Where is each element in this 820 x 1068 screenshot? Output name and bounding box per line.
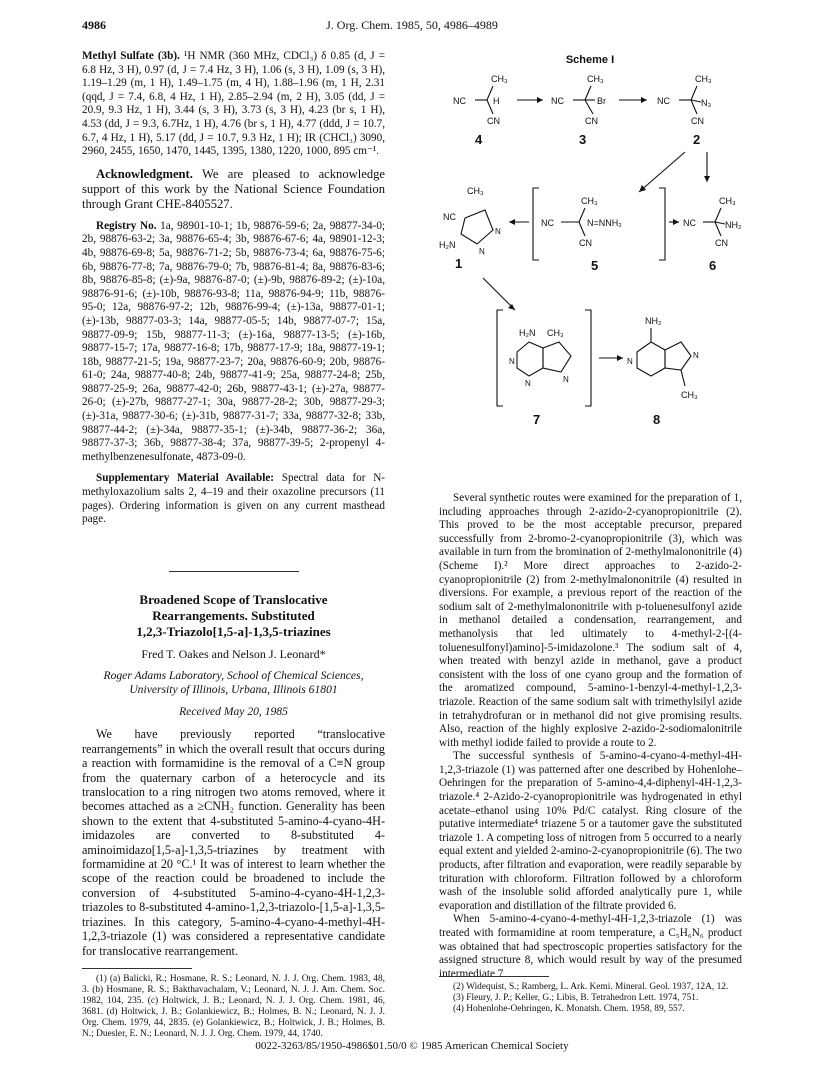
atom-n: N xyxy=(627,357,633,366)
atom-h2n: H₂N xyxy=(519,328,536,338)
atom-ch3: CH₃ xyxy=(581,196,598,206)
atom-ch3: CH₃ xyxy=(695,74,712,84)
atom-n3: N₃ xyxy=(701,98,712,108)
right-footnotes xyxy=(439,976,742,1015)
affiliation-line-2: University of Illinois, Urbana, Illinois 61801 xyxy=(129,683,338,697)
atom-n: N xyxy=(525,379,531,388)
nmr-text: ¹H NMR (360 MHz, CDCl₃) δ 0.85 (d, J = 6.8 Hz, 3 H), 0.97 (d, J = 7.4 Hz, 3 H), 1.06 (s, 3 H), 1.09 (s, 3 H), 1.19–1.29 (m, 1 H), 1.49–1.75 (m, 4 H), 1.88–1.96 (m, 1 H, 2.31 (qqd, J = 7.4, 6.8, 4 Hz, 1 H), 2.85–2.94 (m, 2 H), 3.05 (dd, J = 20.9, 9.3 Hz, 1 H), 3.44 (s, 3 H), 3.73 (s, 3 H), 4.23 (br s, 1 H), 4.53 (dd, J = 9.3, 6.7Hz, 1 H), 4.76 (br s, 1 H), 4.77 (ddd, J = 10.7, 6.7, 4 Hz, 1 H), 5.17 (dd, J = 10.7, 9.3 Hz, 1 H); IR (CHCl₃) 3090, 2960, 2455, 1650, 1470, 1445, 1395, 1380, 1220, 1000, 895 cm⁻¹. xyxy=(82,50,385,158)
page-number: 4986 xyxy=(82,18,106,32)
footnote-4: (4) Hohenlohe-Oehringen, K. Monatsh. Chem. 1958, 89, 557. xyxy=(453,1004,685,1014)
acknowledgment-paragraph xyxy=(82,167,385,212)
scheme-svg xyxy=(439,52,742,488)
supplementary-heading: Supplementary Material Available: xyxy=(96,472,275,485)
atom-ch3: CH₃ xyxy=(491,74,508,84)
registry-text: 1a, 98901-10-1; 1b, 98876-59-6; 2a, 98877-34-0; 2b, 98876-63-2; 3a, 98876-65-4; 3b, 98876-67-6; 4a, 98901-12-3; 4b, 98876-69-8; 5a, 98876-71-2; 5b, 98876-73-4; 6a, 98876-75-6; 6b, 98876-77-8; 7a, 98876-79-0; 7b, 98876-81-4; 8a, 98876-83-6; 8b, 98876-85-8; (±)-9a, 98876-87-0; (±)-9b, 98876-89-2; (±)-10a, 98876-91-6; (±)-10b, 98876-93-8; 11a, 98876-94-9; 11b, 98876-95-0; 12a, 98876-97-2; 12b, 98876-99-4; (±)-13a, 98877-01-1; (±)-13b, 98877-03-3; 14a, 98877-05-5; 14b, 98877-07-7; 15a, 98877-09-9; 15b, 98877-11-3; (±)-16a, 98877-13-5; (±)-16b, 98877-15-7; 17a, 98877-16-8; 17b, 98877-17-9; 18a, 98877-19-1; 18b, 98877-21-5; 19a, 98877-23-7; 20a, 98876-60-9; 20b, 98876-61-0; 24a, 98877-40-8; 24b, 98877-41-9; 25a, 98877-24-8; 25b, 98877-25-9; 26a, 98877-42-0; 26b, 98877-43-1; (±)-27a, 98877-26-0; (±)-27b, 98877-27-1; 30a, 98877-28-2; 30b, 98877-29-3; (±)-31a, 98877-30-6; (±)-31b, 98877-31-7; 33a, 98877-32-8; 33b, 98877-44-2; (±)-34a, 98877-35-1; (±)-34b, 98877-36-2; 36a, 98877-37-3; 36b, 98877-38-4; 37a, 98877-39-5; 2-propenyl 4-methylbenzenesulfonate, 4873-09-0. xyxy=(82,219,386,463)
atom-nh2: NH₂ xyxy=(725,220,742,230)
compound-label-7: 7 xyxy=(533,412,541,427)
compound-7 xyxy=(497,310,591,427)
paragraph-2: The successful synthesis of 5-amino-4-cyano-4-methyl-4H-1,2,3-triazole (1) was patterned after one described by Hohenlohe–Oehringen for the preparation of 5-amino-4,4-diphenyl-4H-1,2,3-triazole.⁴ 2-Azido-2-cyanopropionitrile was hydrogenated in ethyl acetate–ethanol using 10% Pd/C catalyst. Ring closure of the putative intermediate⁴ triazene 5 or a tautomer gave the substituted triazole 1. A competing loss of nitrogen from 5 occurred to a nearly equal extent and yielded 2-amino-2-cyanopropionitrile (6). The two products, after filtration and evaporation, were readily separable by trituration with chloroform. Filtration followed by a chloroform wash of the insoluble solid afforded analytically pure 1, while evaporation and distillation of the filtrate provided 6. xyxy=(439,750,743,912)
atom-n: N xyxy=(509,357,515,366)
compound-1 xyxy=(439,186,501,271)
reaction-arrow xyxy=(639,152,685,192)
atom-cn: CN xyxy=(715,238,728,248)
paragraph-3: When 5-amino-4-cyano-4-methyl-4H-1,2,3-triazole (1) was treated with formamidine at room temperature, a C₅H₆N₆ product was obtained that had spectroscopic properties satisfactory for the assigned structure 8, which would result by way of the presumed intermediate 7 xyxy=(439,913,742,980)
atom-ch3: CH₃ xyxy=(681,390,698,400)
acknowledgment-text: We are pleased to acknowledge support of this work by the National Science Foundation through Grant CHE-8405527. xyxy=(82,166,386,211)
left-column xyxy=(82,50,385,1040)
compound-3 xyxy=(551,74,606,147)
atom-nc: NC xyxy=(551,96,564,106)
atom-h: H xyxy=(493,96,500,106)
atom-n: N xyxy=(495,227,501,236)
compound-5 xyxy=(533,188,665,273)
affiliation-line-1: Roger Adams Laboratory, School of Chemical Sciences, xyxy=(103,669,364,683)
compound-label-3: 3 xyxy=(579,132,587,147)
compound-label-8: 8 xyxy=(653,412,661,427)
footnote-1: (1) (a) Balicki, R.; Hosmane, R. S.; Leonard, N. J. J. Org. Chem. 1983, 48, 3. (b) Hosmane, R. S.; Bakthavachalam, V.; Leonard, N. J. J. Am. Chem. Soc. 1982, 104, 235. (c) Holtwick, J. B.; Leonard, N. J. J. Org. Chem. 1981, 46, 3681. (d) Holtwick, J. B.; Golankiewicz, B.; Holmes, B. N.; Leonard, N. J. J. Org. Chem. 1979, 44, 2835. (e) Golankiewicz, B.; Holtwick, J. B.; Holmes, B. N.; Duesler, E. N.; Leonard, N. J. J. Org. Chem. 1979, 44, 1740. xyxy=(82,973,385,1039)
compound-4 xyxy=(453,74,508,147)
atom-nh2: NH₂ xyxy=(645,316,662,326)
compound-label-1: 1 xyxy=(455,256,463,271)
footnote-divider xyxy=(439,976,549,977)
atom-ch3: CH₃ xyxy=(587,74,604,84)
atom-h2n: H₂N xyxy=(439,240,456,250)
atom-cn: CN xyxy=(487,116,500,126)
compound-label-5: 5 xyxy=(591,258,599,273)
acknowledgment-heading: Acknowledgment. xyxy=(96,166,193,181)
atom-nc: NC xyxy=(541,218,554,228)
atom-ch3: CH₃ xyxy=(467,186,484,196)
right-column xyxy=(439,492,742,981)
authors: Fred T. Oakes and Nelson J. Leonard* xyxy=(141,646,326,661)
compound-label-2: 2 xyxy=(693,132,701,147)
compound-6 xyxy=(683,196,742,273)
compound-label-4: 4 xyxy=(475,132,483,147)
reaction-arrow xyxy=(483,278,515,310)
atom-nc: NC xyxy=(683,218,696,228)
nmr-paragraph xyxy=(82,50,385,159)
nmr-heading: Methyl Sulfate (3b). xyxy=(82,50,180,62)
intro-paragraph: We have previously reported “translocative rearrangements” in which the overall result that occurs during a reaction with formamidine is the removal of a C≡N group from the quaternary carbon of a heterocycle and its translocation to a ring nitrogen two atoms removed, where it becomes attached as a ≥CNH₂ function. Generality has been shown to the extent that 4-substituted 5-amino-4-cyano-4H-imidazoles are converted to 8-substituted 4-aminoimidazo[1,5-a]-1,3,5-triazines by treatment with formamidine at 20 °C.¹ It was of interest to learn whether the scope of the reaction could be broadened to include the conversion of 4-substituted 5-amino-4-cyano-4H-1,2,3-triazoles to 8-substituted 4-amino-1,2,3-triazolo-[1,5-a]-1,3,5-triazines. In this category, 5-amino-4-cyano-4-methyl-4H-1,2,3-triazole (1) was considered a representative candidate for translocative rearrangement. xyxy=(82,727,385,958)
running-header xyxy=(82,18,742,32)
supplementary-paragraph xyxy=(82,472,385,526)
atom-ch3: CH₃ xyxy=(719,196,736,206)
article-title-line-2: Rearrangements. Substituted xyxy=(152,607,315,623)
atom-cn: CN xyxy=(585,116,598,126)
received-date: Received May 20, 1985 xyxy=(179,705,288,719)
atom-n: N xyxy=(563,375,569,384)
atom-n: N xyxy=(479,247,485,256)
supplementary-text: Spectral data for N-methyloxazolium salts 2, 4–19 and their oxazoline precursors (11 pages). Ordering information is given on any current masthead page. xyxy=(82,472,386,526)
atom-nc: NC xyxy=(453,96,466,106)
article-title-line-1: Broadened Scope of Translocative xyxy=(139,591,328,607)
footnote-divider xyxy=(82,968,192,969)
compound-label-6: 6 xyxy=(709,258,717,273)
atom-nc: NC xyxy=(657,96,670,106)
atom-nc: NC xyxy=(443,212,456,222)
journal-citation: J. Org. Chem. 1985, 50, 4986–4989 xyxy=(326,18,498,32)
scheme-figure xyxy=(439,52,742,488)
compound-8 xyxy=(627,316,699,427)
footnote-3: (3) Fleury, J. P.; Keller, G.; Libis, B. Tetrahedron Lett. 1974, 751. xyxy=(453,993,699,1003)
section-divider xyxy=(169,571,299,572)
atom-n: N xyxy=(693,351,699,360)
article-title-line-3: 1,2,3-Triazolo[1,5-a]-1,3,5-triazines xyxy=(136,623,331,639)
scheme-title: Scheme I xyxy=(565,54,615,66)
atom-cn: CN xyxy=(691,116,704,126)
registry-heading: Registry No. xyxy=(96,219,157,232)
registry-paragraph xyxy=(82,220,385,465)
footnote-2: (2) Widequist, S.; Ramberg, L. Ark. Kemi. Mineral. Geol. 1937, 12A, 12. xyxy=(453,982,729,992)
atom-br: Br xyxy=(597,96,606,106)
atom-ch3: CH₃ xyxy=(547,328,564,338)
atom-cn: CN xyxy=(579,238,592,248)
page-footer: 0022-3263/85/1950-4986$01.50/0 © 1985 American Chemical Society xyxy=(255,1040,569,1052)
compound-2 xyxy=(657,74,712,147)
paragraph-1: Several synthetic routes were examined for the preparation of 1, including approaches through 2-azido-2-cyanopropionitrile (2). This proved to be the most acceptable precursor, prepared successfully from 2-bromo-2-cyanopropionitrile (3), which was available in turn from the bromination of 2-methylmalononitrile (4) (Scheme I).² More direct approaches to 2-azido-2-cyanopropionitrile (2) from 2-methylmalononitrile (4) resulted in diversions. For example, a previous report of the reaction of the sodium salt of 2-methylmalononitrile with p-toluenesulfonyl azide in methanol detailed a condensation, rearrangement, and methanolysis that led ultimately to 4-methyl-2-[(4-toluenesulfonyl)amino]-5-imidazolone.³ The sodium salt of 4, when treated with benzyl azide in methanol, gave a product consistent with the loss of one cyano group and the formation of the aromatized compound, 5-amino-1-benzyl-4-methyl-1,2,3-triazole. Reaction of the same sodium salt with trimethylsilyl azide in tetrahydrofuran or in methanol did not give promising results. Also, reaction of the highly explosive 2-azido-2-sodiomalonitrile with methyl iodide failed to provide a route to 2. xyxy=(439,492,742,749)
atom-nnnh2: N=NNH₂ xyxy=(587,218,622,228)
